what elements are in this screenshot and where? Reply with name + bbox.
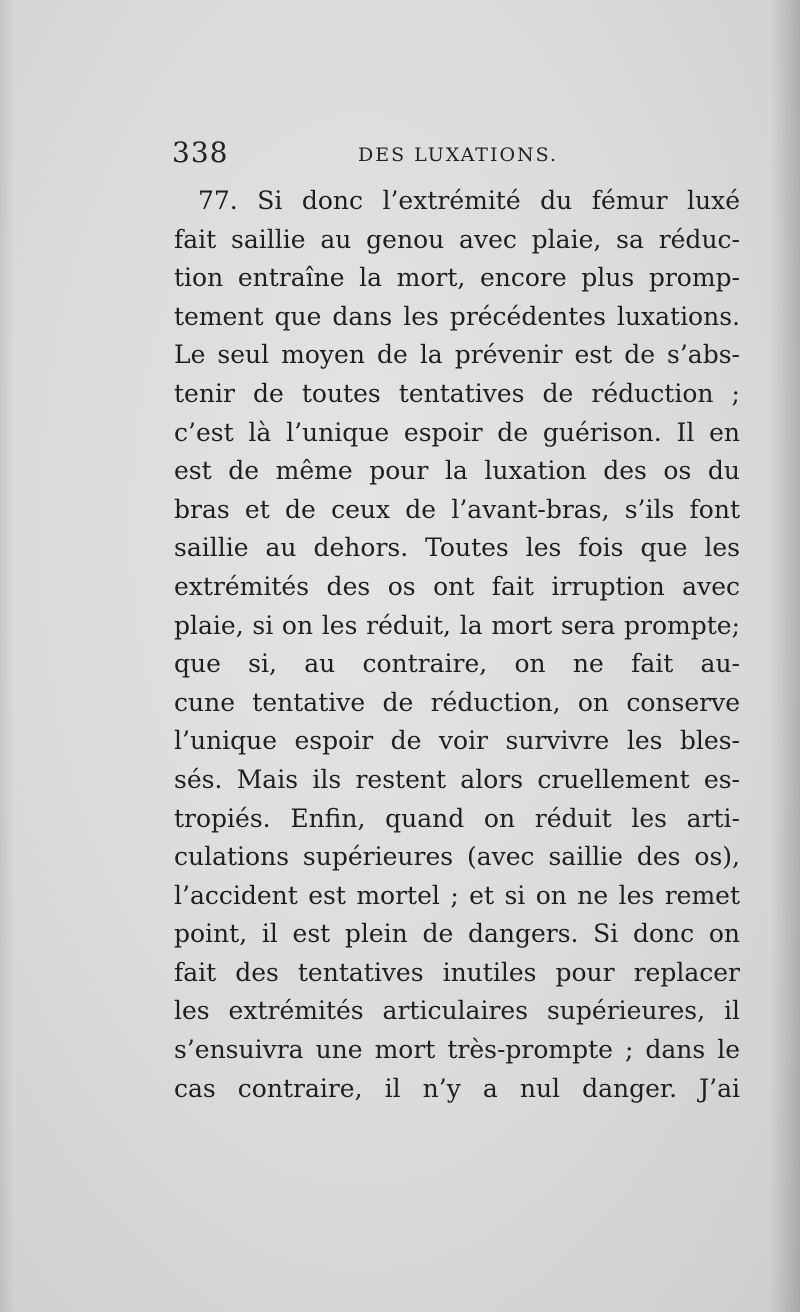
text-line: point, il est plein de dangers. Si donc on xyxy=(174,919,740,949)
text-line: fait saillie au genou avec plaie, sa réduc- xyxy=(174,224,740,254)
page-number: 338 xyxy=(172,136,229,169)
text-line: tenir de toutes tentatives de réduction ; xyxy=(174,378,740,408)
text-line: Le seul moyen de la prévenir est de s’abs- xyxy=(174,340,740,370)
text-line: 77. Si donc l’extrémité du fémur luxé xyxy=(198,186,740,215)
gutter-shadow xyxy=(770,0,800,1312)
running-title: DES LUXATIONS. xyxy=(358,144,559,166)
text-line: c’est là l’unique espoir de guérison. Il en xyxy=(174,417,740,447)
text-line: extrémités des os ont fait irruption avec xyxy=(174,571,740,601)
text-line: tropiés. Enfin, quand on réduit les arti- xyxy=(174,803,740,833)
text-line: cas contraire, il n’y a nul danger. J’ai xyxy=(174,1073,740,1103)
text-line: cune tentative de réduction, on conserve xyxy=(174,687,740,717)
text-line: plaie, si on les réduit, la mort sera prompte; xyxy=(174,610,740,640)
body-text xyxy=(174,182,740,1108)
text-line: bras et de ceux de l’avant-bras, s’ils font xyxy=(174,494,740,524)
text-line: l’unique espoir de voir survivre les bles- xyxy=(174,726,740,756)
text-line: l’accident est mortel ; et si on ne les remet xyxy=(174,880,740,910)
text-line: sés. Mais ils restent alors cruellement es- xyxy=(174,764,740,794)
text-line: tement que dans les précédentes luxations. xyxy=(174,301,740,331)
text-line: les extrémités articulaires supérieures, il xyxy=(174,996,740,1026)
text-line: est de même pour la luxation des os du xyxy=(174,456,740,486)
text-line: tion entraîne la mort, encore plus promp- xyxy=(174,263,740,293)
page-edge-shadow xyxy=(0,0,14,1312)
text-line: culations supérieures (avec saillie des os), xyxy=(174,842,740,872)
page-header xyxy=(172,136,752,176)
text-line: s’ensuivra une mort très-prompte ; dans le xyxy=(174,1035,740,1065)
text-line: fait des tentatives inutiles pour replacer xyxy=(174,957,740,987)
text-line: que si, au contraire, on ne fait au- xyxy=(174,649,740,679)
text-line: saillie au dehors. Toutes les fois que les xyxy=(174,533,740,563)
